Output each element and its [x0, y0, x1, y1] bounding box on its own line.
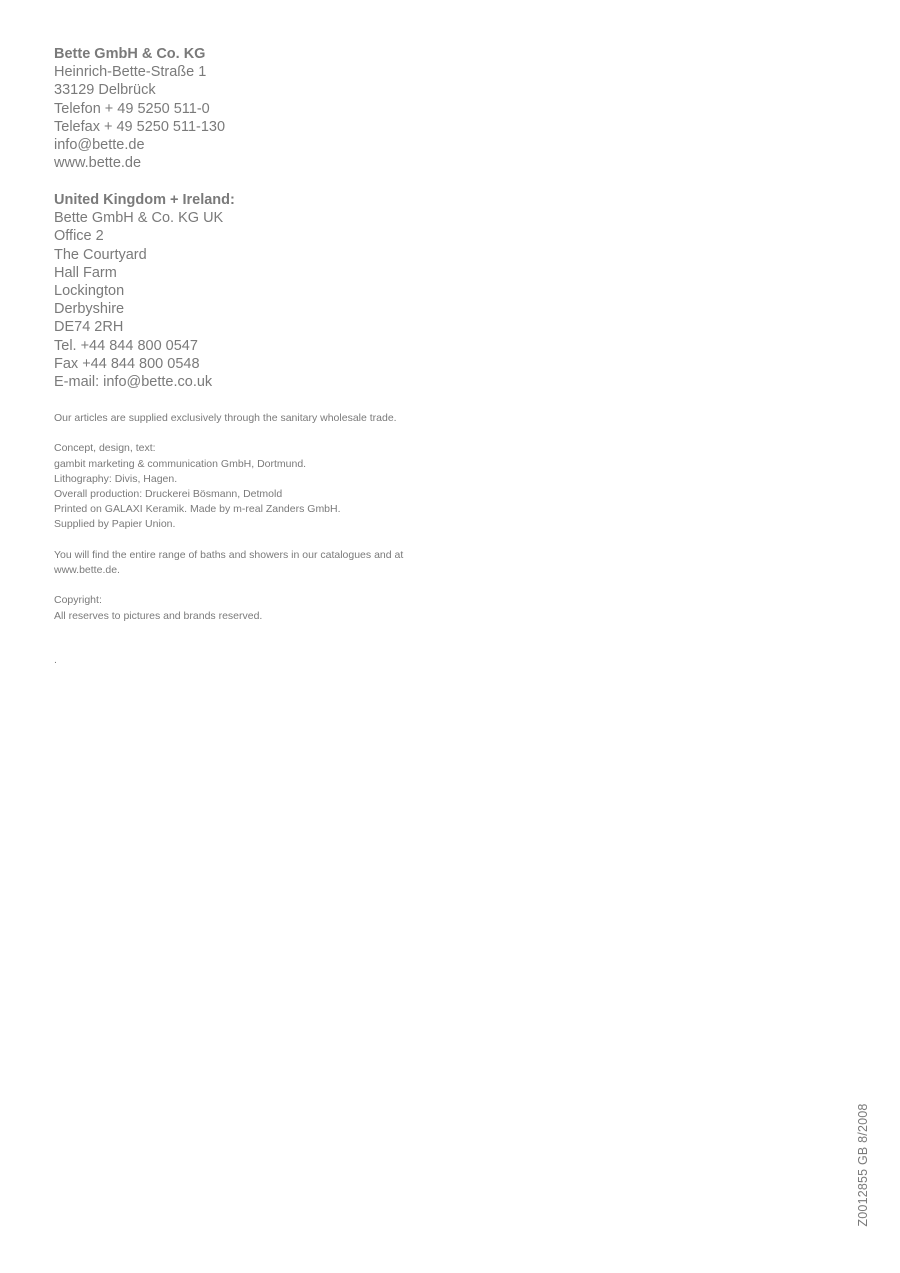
uk-address-block: [54, 191, 235, 391]
document-code: Z0012855 GB 8/2008: [856, 1103, 870, 1227]
company-street: Heinrich-Bette-Straße 1: [54, 64, 207, 81]
uk-town: Lockington: [54, 283, 125, 300]
credits-line: Concept, design, text:: [54, 442, 156, 455]
stray-dot: .: [54, 654, 57, 666]
uk-courtyard: The Courtyard: [54, 246, 147, 263]
uk-fax: Fax +44 844 800 0548: [54, 355, 200, 372]
supply-text: Our articles are supplied exclusively through the sanitary wholesale trade.: [54, 412, 397, 424]
credits: [54, 441, 424, 532]
uk-heading: United Kingdom + Ireland:: [54, 192, 235, 208]
company-email: info@bette.de: [54, 137, 145, 154]
company-phone: Telefon + 49 5250 511-0: [54, 100, 210, 117]
credits-line: Lithography: Divis, Hagen.: [54, 472, 178, 485]
copyright: [54, 593, 424, 623]
small-print: [54, 411, 424, 639]
range-note: [54, 548, 424, 578]
company-website: www.bette.de: [54, 155, 142, 172]
copyright-text: All reserves to pictures and brands reserved.: [54, 609, 263, 622]
uk-company: Bette GmbH & Co. KG UK: [54, 210, 224, 227]
range-text: You will find the entire range of baths and showers in our catalogues and at www.bette.de.: [54, 548, 404, 576]
company-address-block: [54, 45, 225, 172]
uk-email: E-mail: info@bette.co.uk: [54, 374, 213, 391]
company-name: Bette GmbH & Co. KG: [54, 46, 206, 62]
supply-note: [54, 411, 424, 426]
credits-line: Supplied by Papier Union.: [54, 518, 176, 531]
uk-postcode: DE74 2RH: [54, 319, 124, 336]
credits-line: gambit marketing & communication GmbH, Dortmund.: [54, 457, 307, 470]
uk-county: Derbyshire: [54, 301, 125, 318]
uk-office: Office 2: [54, 228, 104, 245]
company-fax: Telefax + 49 5250 511-130: [54, 118, 226, 135]
uk-phone: Tel. +44 844 800 0547: [54, 337, 198, 354]
company-city: 33129 Delbrück: [54, 82, 156, 99]
credits-line: Printed on GALAXI Keramik. Made by m-real Zanders GmbH.: [54, 503, 341, 516]
credits-line: Overall production: Druckerei Bösmann, Detmold: [54, 488, 283, 500]
uk-farm: Hall Farm: [54, 264, 117, 281]
copyright-heading: Copyright:: [54, 594, 102, 607]
